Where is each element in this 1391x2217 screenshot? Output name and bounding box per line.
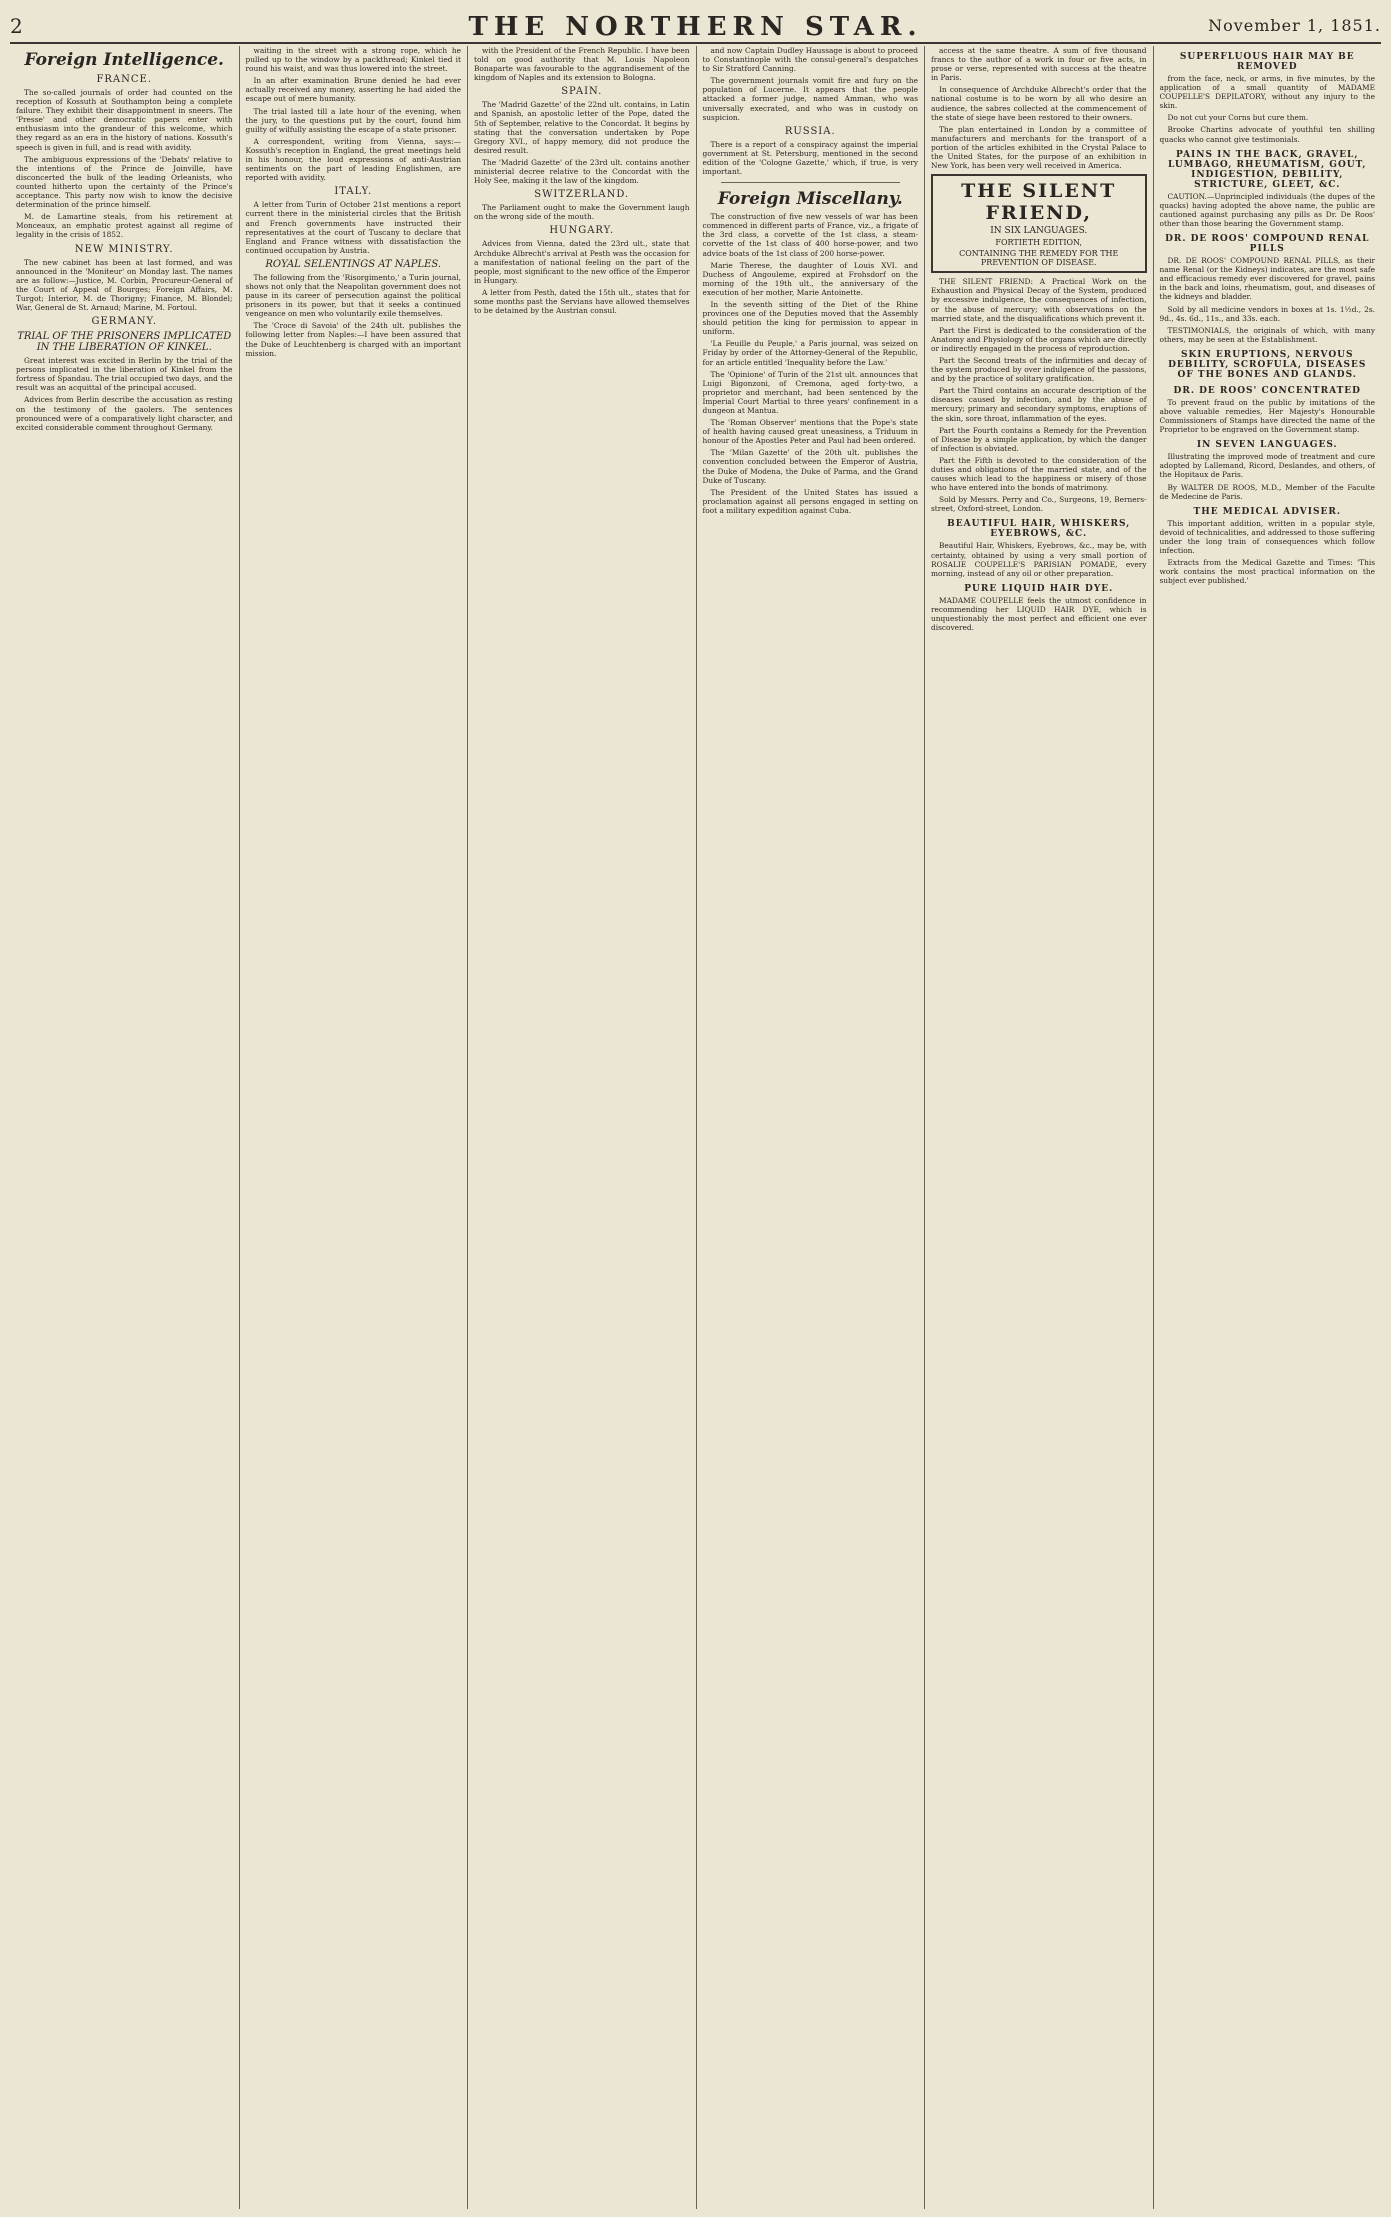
newspaper-title: THE NORTHERN STAR. — [468, 12, 923, 42]
ad-paragraph: Sold by all medicine vendors in boxes at 1s. 1½d., 2s. 9d., 4s. 6d., 11s., and 33s. each. — [1159, 304, 1375, 323]
article-paragraph: Advices from Vienna, dated the 23rd ult., state that Archduke Albrecht's arrival at Pesth was the occasion for a manifestation of national feeling on the part of the people, most significant to the new office of the Emperor in Hungary. — [474, 239, 690, 285]
subhead-russia: RUSSIA. — [784, 125, 836, 137]
article-paragraph: The 'Opinione' of Turin of the 21st ult. announces that Luigi Bigonzoni, of Cremona, aged forty-two, a proprietor and merchant, had been sentenced by the Imperial Court Martial to three years' confinement in a dungeon at Mantua. — [702, 369, 918, 415]
article-paragraph: and now Captain Dudley Haussage is about to proceed to Constantinople with the consul-general's despatches to Sir Stratford Canning. — [702, 46, 918, 74]
ad-paragraph: Beautiful Hair, Whiskers, Eyebrows, &c., may be, with certainty, obtained by using a very small portion of ROSALIE COUPELLE'S PARISIAN POMADE, every morning, instead of any oil or other preparation. — [931, 541, 1147, 578]
ad-paragraph: Part the Second treats of the infirmities and decay of the system produced by over indulgence of the passions, and by the practice of solitary gratification. — [931, 355, 1147, 384]
subhead-spain: SPAIN. — [561, 86, 603, 98]
article-paragraph: Marie Therese, the daughter of Louis XVI. and Duchess of Angouleme, expired at Frohsdorf on the morning of the 19th ult., the anniversary of the execution of her mother, Marie Antoinette. — [702, 260, 918, 297]
column-3 — [467, 46, 696, 2209]
article-paragraph: The 'Madrid Gazette' of the 23rd ult. contains another ministerial decree relative to the Concordat with the Holy See, making it the law of the kingdom. — [474, 157, 690, 186]
ad-title-seven-languages: IN SEVEN LANGUAGES. — [1196, 440, 1338, 451]
article-paragraph: The construction of five new vessels of war has been commenced in different parts of France, viz., a frigate of the 3rd class, a corvette of the 1st class, a steam-corvette of the 1st class of 400 horse-power, and two advice boats of the 1st class of 200 horse-power. — [702, 212, 918, 258]
subhead-new-ministry: NEW MINISTRY. — [74, 243, 174, 255]
divider — [721, 182, 901, 183]
article-paragraph: access at the same theatre. A sum of five thousand francs to the author of a work in four or five acts, in prose or verse, represented with success at the theatre in Paris. — [931, 46, 1147, 83]
column-5 — [924, 46, 1153, 2209]
article-paragraph: A correspondent, writing from Vienna, says:—Kossuth's reception in England, the great meetings held in his honour, the loud expressions of anti-Austrian sentiments on the part of leading Englishmen, are reported with avidity. — [245, 136, 461, 183]
article-paragraph: Advices from Berlin describe the accusation as resting on the testimony of the gaolers. The sentences pronounced were of a comparatively light character, and excited considerable comment throughout Germany. — [16, 395, 233, 432]
ad-paragraph: DR. DE ROOS' COMPOUND RENAL PILLS, as their name Renal (or the Kidneys) indicates, are the most safe and efficacious remedy ever discovered for gravel, pains in the back and loins, rheumatism, gout, and diseases of the kidneys and bladder. — [1159, 256, 1375, 302]
ad-title-beautiful-hair: BEAUTIFUL HAIR, WHISKERS, EYEBROWS, &C. — [947, 519, 1131, 540]
article-paragraph: The Parliament ought to make the Government laugh on the wrong side of the mouth. — [474, 203, 690, 222]
subhead-italy: ITALY. — [334, 186, 373, 198]
article-paragraph: The ambiguous expressions of the 'Debats' relative to the intentions of the Prince de Joinville, have disconcerted the bulk of the leading Orleanists, who counted hitherto upon the certainty of the Prince's acceptance. This party now wish to know the decisive determination of the prince himself. — [16, 154, 233, 210]
ad-paragraph: Part the First is dedicated to the consideration of the Anatomy and Physiology of the organs which are directly or indirectly engaged in the process of reproduction. — [931, 325, 1147, 353]
article-paragraph: A letter from Pesth, dated the 15th ult., states that for some months past the Servians have allowed themselves to be detained by the Austrian consul. — [474, 287, 690, 316]
article-paragraph: The new cabinet has been at last formed, and was announced in the 'Moniteur' on Monday last. The names are as follow:—Justice, M. Corbin, Procureur-General of the Court of Appeal of Bourges; Foreign Affairs, M. Turgot; Interior, M. de Thorigny; Finance, M. Blondel; War, General de St. Arnaud; Marine, M. Fortoul. — [16, 257, 233, 312]
ad-paragraph: Part the Fourth contains a Remedy for the Prevention of Disease by a simple application, by which the danger of infection is obviated. — [931, 425, 1147, 453]
ad-paragraph: Do not cut your Corns but cure them. — [1167, 113, 1309, 123]
ad-paragraph: To prevent fraud on the public by imitations of the above valuable remedies, Her Majesty's Honourable Commissioners of Stamps have directed the name of the Proprietor to be engraved on the Government stamp. — [1159, 397, 1375, 435]
issue-date: November 1, 1851. — [1208, 16, 1381, 35]
ad-paragraph: CAUTION.—Unprincipled individuals (the dupes of the quacks) having adopted the above name, the public are cautioned against purchasing any pills as Dr. De Roos' other than those bearing the Government stamp. — [1159, 191, 1375, 228]
ad-title-hair-dye: PURE LIQUID HAIR DYE. — [964, 583, 1114, 594]
ad-paragraph: By WALTER DE ROOS, M.D., Member of the Faculte de Medecine de Paris. — [1159, 482, 1375, 501]
page-number: 2 — [10, 14, 23, 38]
ad-title-renal-pills: DR. DE ROOS' COMPOUND RENAL PILLS — [1165, 234, 1370, 255]
column-4 — [696, 46, 925, 2209]
ad-paragraph: from the face, neck, or arms, in five minutes, by the application of a small quantity of MADAME COUPELLE'S DEPILATORY, without any injury to the skin. — [1159, 74, 1375, 111]
subhead-kinkel-trial: TRIAL OF THE PRISONERS IMPLICATED IN THE LIBERATION OF KINKEL. — [17, 331, 232, 354]
article-paragraph: waiting in the street with a strong rope, which he pulled up to the window by a packthread; Kinkel tied it round his waist, and was thus lowered into the street. — [245, 46, 461, 74]
subhead-switzerland: SWITZERLAND. — [534, 189, 630, 201]
article-paragraph: The 'Madrid Gazette' of the 22nd ult. contains, in Latin and Spanish, an apostolic letter of the Pope, dated the 5th of September, relative to the Concordat. It begins by stating that the conversation undertaken by Pope Gregory XVI., of happy memory, did not produce the desired result. — [474, 100, 690, 155]
article-paragraph: The government journals vomit fire and fury on the population of Lucerne. It appears that the people attacked a former judge, named Amman, who was universally execrated, and who was in custody on suspicion. — [702, 76, 918, 122]
ad-edition: FORTIETH EDITION, — [995, 238, 1083, 248]
subhead-france: FRANCE. — [96, 74, 153, 85]
ad-paragraph: Sold by Messrs. Perry and Co., Surgeons, 19, Berners-street, Oxford-street, London. — [931, 495, 1147, 514]
article-paragraph: The 'Roman Observer' mentions that the Pope's state of health having caused great uneasiness, a Triduum in honour of the Apostles Peter and Paul had been ordered. — [702, 418, 918, 446]
subhead-germany: GERMANY. — [91, 316, 158, 328]
article-paragraph: In an after examination Brune denied he had ever actually received any money, asserting he had aided the escape out of mere humanity. — [245, 76, 461, 104]
article-paragraph: The plan entertained in London by a committee of manufacturers and merchants for the transport of a portion of the articles exhibited in the Crystal Palace to the United States, for the purpose of an exhibition in New York, has been very well received in America. — [931, 124, 1147, 171]
article-paragraph: with the President of the French Republic. I have been told on good authority that M. Louis Napoleon Bonaparte was favourable to the aggrandisement of the kingdom of Naples and its extension to Bologna. — [474, 46, 690, 83]
section-heading-foreign-miscellany: Foreign Miscellany. — [717, 189, 903, 210]
subhead-hungary: HUNGARY. — [549, 225, 615, 237]
article-paragraph: In the seventh sitting of the Diet of the Rhine provinces one of the Deputies moved that the Assembly should petition the king for permission to appear in uniform. — [702, 299, 918, 337]
masthead — [10, 12, 1381, 44]
silent-friend-ad-box — [931, 174, 1147, 273]
ad-title-pains-in-back: PAINS IN THE BACK, GRAVEL, LUMBAGO, RHEUMATISM, GOUT, INDIGESTION, DEBILITY, STRICTURE, GLEET, &C. — [1168, 149, 1367, 190]
article-paragraph: The trial lasted till a late hour of the evening, when the jury, to the questions put by the court, found him guilty of wilfully assisting the escape of a state prisoner. — [245, 106, 461, 134]
ad-title-concentrated: DR. DE ROOS' CONCENTRATED — [1173, 385, 1361, 396]
ad-subtitle-languages: IN SIX LANGUAGES. — [990, 226, 1088, 237]
article-paragraph: The following from the 'Risorgimento,' a Turin journal, shows not only that the Neapolitan government does not pause in its career of persecution against the political prisoners in its power, but that it seeks a continued vengeance on men who voluntarily exile themselves. — [245, 272, 461, 319]
article-paragraph: The 'Milan Gazette' of the 20th ult. publishes the convention concluded between the Emperor of Austria, the Duke of Modena, the Duke of Parma, and the Grand Duke of Tuscany. — [702, 448, 918, 485]
subhead-naples: ROYAL SELENTINGS AT NAPLES. — [265, 258, 442, 270]
ad-title-medical-adviser: THE MEDICAL ADVISER. — [1193, 506, 1341, 517]
article-paragraph: A letter from Turin of October 21st mentions a report current there in the ministerial circles that the British and French governments have instructed their representatives at the court of Tuscany to declare that England and France witness with dissatisfaction the continued occupation by Austria. — [245, 200, 461, 255]
ad-title-skin-eruptions: SKIN ERUPTIONS, NERVOUS DEBILITY, SCROFULA, DISEASES OF THE BONES AND GLANDS. — [1168, 349, 1367, 380]
column-1 — [10, 46, 239, 2209]
ad-paragraph: Extracts from the Medical Gazette and Times: 'This work contains the most practical information on the subject ever published.' — [1159, 558, 1375, 586]
article-paragraph: M. de Lamartine steals, from his retirement at Monceaux, an emphatic protest against all regime of legality in the crisis of 1852. — [16, 212, 233, 240]
column-6 — [1153, 46, 1382, 2209]
section-heading-foreign-intelligence: Foreign Intelligence. — [24, 50, 224, 70]
ad-paragraph: MADAME COUPELLE feels the utmost confidence in recommending her LIQUID HAIR DYE, which is unquestionably the most perfect and efficient one ever discovered. — [931, 595, 1147, 633]
article-paragraph: In consequence of Archduke Albrecht's order that the national costume is to be worn by all who desire an audience, the sabres collected at the commencement of the state of siege have been restored to their owners. — [931, 85, 1147, 122]
ad-title-silent-friend: THE SILENT FRIEND, — [961, 180, 1117, 225]
ad-paragraph: This important addition, written in a popular style, devoid of technicalities, and addressed to those suffering under the long train of consequences which follow infection. — [1159, 518, 1375, 555]
ad-paragraph: THE SILENT FRIEND: A Practical Work on the Exhaustion and Physical Decay of the System, produced by excessive indulgence, the consequences of infection, or the abuse of mercury; with observations on the married state, and the disqualifications which prevent it. — [931, 277, 1147, 323]
article-paragraph: Great interest was excited in Berlin by the trial of the persons implicated in the liberation of Kinkel from the fortress of Spandau. The trial occupied two days, and the result was an acquittal of the principal accused. — [16, 356, 233, 393]
column-2 — [239, 46, 468, 2209]
ad-paragraph: Part the Third contains an accurate description of the diseases caused by infection, and by the abuse of mercury; primary and secondary symptoms, eruptions of the skin, sore throat, inflammation of the eyes. — [931, 386, 1147, 423]
ad-paragraph: TESTIMONIALS, the originals of which, with many others, may be seen at the Establishment. — [1159, 325, 1375, 344]
ad-paragraph: Brooke Chartins advocate of youthful ten shilling quacks who cannot give testimonials. — [1159, 125, 1375, 144]
columns — [10, 46, 1381, 2209]
article-paragraph: The 'Croce di Savoia' of the 24th ult. publishes the following letter from Naples:—I have been assured that the Duke of Leuchtenberg is charged with an important mission. — [245, 321, 461, 358]
article-paragraph: There is a report of a conspiracy against the imperial government at St. Petersburg, mentioned in the second edition of the 'Cologne Gazette,' which, if true, is very important. — [702, 139, 918, 177]
ad-paragraph: Illustrating the improved mode of treatment and cure adopted by Lallemand, Ricord, Deslandes, and others, of the Hopitaux de Paris. — [1159, 452, 1375, 480]
article-paragraph: 'La Feuille du Peuple,' a Paris journal, was seized on Friday by order of the Attorney-General of the Republic, for an article entitled 'Inequality before the Law.' — [702, 339, 918, 367]
article-paragraph: The President of the United States has issued a proclamation against all persons engaged in setting on foot a military expedition against Cuba. — [702, 487, 918, 515]
ad-contents: CONTAINING THE REMEDY FOR THE PREVENTION OF DISEASE. — [959, 249, 1119, 268]
ad-paragraph: Part the Fifth is devoted to the consideration of the duties and obligations of the married state, and of the causes which lead to the happiness or misery of those who have entered into the bonds of matrimony. — [931, 455, 1147, 493]
ad-title-superfluous-hair: SUPERFLUOUS HAIR MAY BE REMOVED — [1179, 52, 1355, 72]
article-paragraph: The so-called journals of order had counted on the reception of Kossuth at Southampton being a complete failure. They exhibit their disappointment in sneers. The 'Presse' and other democratic papers enter with enthusiasm into the grandeur of this welcome, which they regard as an era in the history of nations. Kossuth's speech is given in full, and is read with avidity. — [16, 88, 233, 152]
